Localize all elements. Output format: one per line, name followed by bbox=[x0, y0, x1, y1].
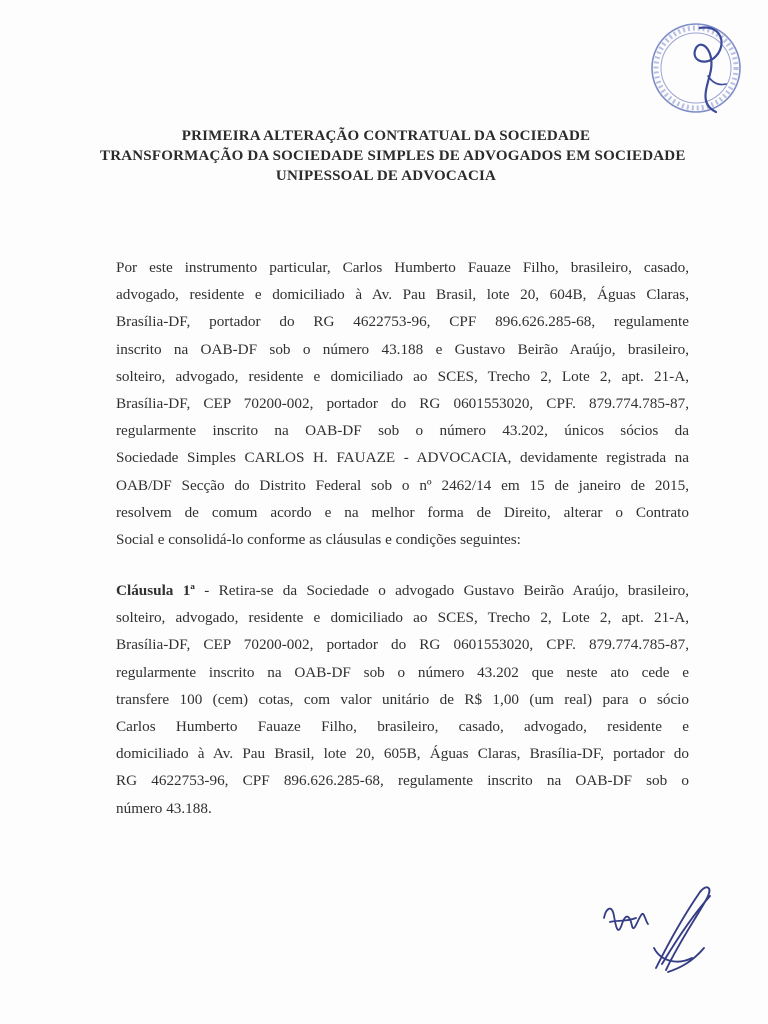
clause-line: solteiro, advogado, residente e domiciliado ao SCES, Trecho 2, Lote 2, apt. 21-A, bbox=[116, 609, 689, 627]
paragraph-line: resolvem de comum acordo e na melhor forma de Direito, alterar o Contrato bbox=[116, 503, 689, 521]
clause-first-line bbox=[116, 577, 689, 604]
paragraph-line: Brasília-DF, CEP 70200-002, portador do RG 0601553020, CPF. 879.774.785-87, bbox=[116, 394, 689, 412]
intro-paragraph bbox=[116, 254, 689, 553]
paragraph-line: inscrito na OAB-DF sob o número 43.188 e Gustavo Beirão Araújo, brasileiro, bbox=[116, 340, 689, 358]
title-line-3: UNIPESSOAL DE ADVOCACIA bbox=[275, 168, 497, 184]
document-title bbox=[100, 126, 686, 186]
clause-line: Carlos Humberto Fauaze Filho, brasileiro, casado, advogado, residente e bbox=[116, 717, 689, 735]
paragraph-line: Sociedade Simples CARLOS H. FAUAZE - ADVOCACIA, devidamente registrada na bbox=[116, 449, 689, 467]
paragraph-line: solteiro, advogado, residente e domiciliado ao SCES, Trecho 2, Lote 2, apt. 21-A, bbox=[116, 367, 689, 385]
clause-first-line-text: - Retira-se da Sociedade o advogado Gustavo Beirão Araújo, brasileiro, bbox=[194, 582, 689, 599]
paragraph-line: regularmente inscrito na OAB-DF sob o número 43.202, únicos sócios da bbox=[116, 422, 689, 440]
signature-2 bbox=[654, 887, 710, 972]
clause-heading: Cláusula 1ª bbox=[116, 582, 195, 599]
title-line-1: PRIMEIRA ALTERAÇÃO CONTRATUAL DA SOCIEDADE bbox=[181, 128, 591, 144]
clause-line: transfere 100 (cem) cotas, com valor unitário de R$ 1,00 (um real) para o sócio bbox=[116, 690, 689, 708]
clause-line: Brasília-DF, CEP 70200-002, portador do RG 0601553020, CPF. 879.774.785-87, bbox=[116, 636, 689, 654]
clause-line: domiciliado à Av. Pau Brasil, lote 20, 605B, Águas Claras, Brasília-DF, portador do bbox=[116, 745, 689, 763]
paragraph-line: Social e consolidá-lo conforme as cláusulas e condições seguintes: bbox=[116, 530, 521, 548]
clause-1 bbox=[116, 577, 689, 822]
paragraph-line: advogado, residente e domiciliado à Av. Pau Brasil, lote 20, 604B, Águas Claras, bbox=[116, 286, 689, 304]
clause-line: número 43.188. bbox=[116, 799, 212, 817]
paragraph-line: Por este instrumento particular, Carlos Humberto Fauaze Filho, brasileiro, casado, bbox=[116, 259, 689, 276]
clause-line: RG 4622753-96, CPF 896.626.285-68, regulamente inscrito na OAB-DF sob o bbox=[116, 772, 689, 790]
paragraph-line: OAB/DF Secção do Distrito Federal sob o nº 2462/14 em 15 de janeiro de 2015, bbox=[116, 476, 689, 494]
paragraph-line: Brasília-DF, portador do RG 4622753-96, CPF 896.626.285-68, regulamente bbox=[116, 313, 689, 331]
signature-1 bbox=[604, 909, 648, 930]
registry-stamp bbox=[630, 16, 748, 116]
signatures bbox=[596, 878, 724, 978]
clause-line: regularmente inscrito na OAB-DF sob o número 43.202 que neste ato cede e bbox=[116, 663, 689, 681]
title-line-2: TRANSFORMAÇÃO DA SOCIEDADE SIMPLES DE ADVOGADOS EM SOCIEDADE bbox=[100, 148, 686, 164]
